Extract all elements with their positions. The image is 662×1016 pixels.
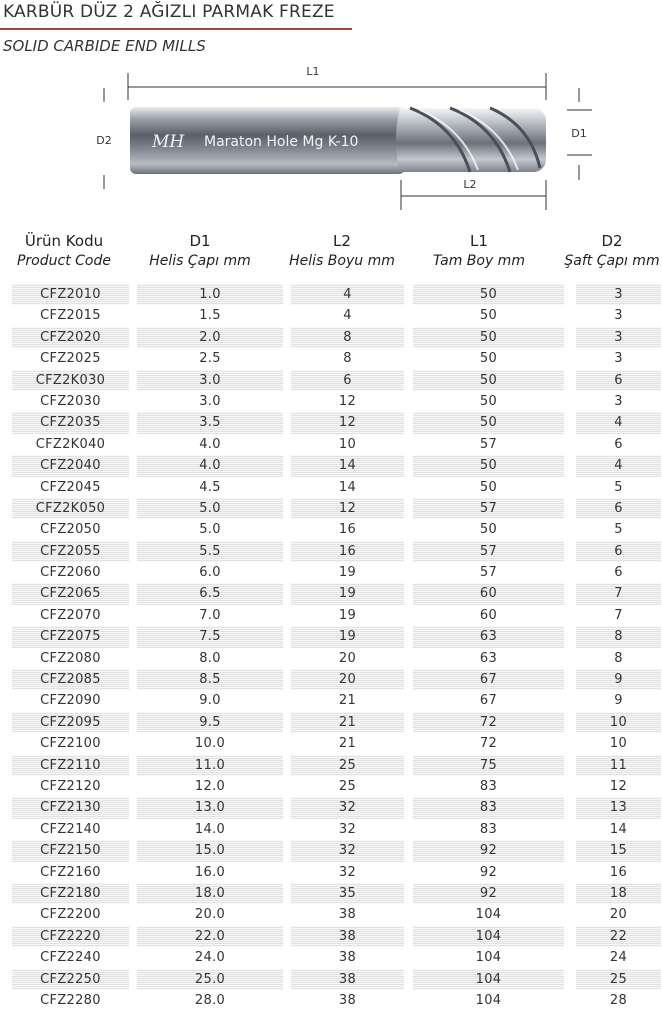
product-table bbox=[0, 284, 662, 1011]
cell-d1: 25.0 bbox=[137, 969, 283, 990]
cell-l1: 75 bbox=[413, 755, 564, 776]
cell-d2: 16 bbox=[609, 864, 628, 880]
cell-l1: 63 bbox=[479, 650, 498, 666]
cell-l2: 20 bbox=[338, 650, 357, 666]
cell-d2: 22 bbox=[576, 926, 661, 947]
table-row bbox=[0, 434, 662, 455]
cell-d1: 24.0 bbox=[194, 950, 226, 966]
cell-l1: 92 bbox=[479, 864, 498, 880]
cell-d2: 11 bbox=[576, 755, 661, 776]
cell-l1: 50 bbox=[413, 284, 564, 305]
cell-d1: 1.5 bbox=[199, 308, 221, 324]
table-row bbox=[0, 712, 662, 733]
cell-l2: 25 bbox=[338, 778, 357, 794]
table-row bbox=[0, 755, 662, 776]
cell-l2: 12 bbox=[338, 393, 357, 409]
cell-d1: 3.5 bbox=[137, 412, 283, 433]
cell-l2: 19 bbox=[291, 626, 404, 647]
cell-d2: 6 bbox=[576, 498, 661, 519]
table-row bbox=[0, 926, 662, 947]
cell-d1: 7.0 bbox=[199, 607, 221, 623]
cell-d2: 7 bbox=[614, 607, 623, 623]
d1-label: D1 bbox=[571, 127, 587, 140]
table-header bbox=[0, 232, 662, 276]
table-row bbox=[0, 541, 662, 562]
cell-l2: 32 bbox=[291, 840, 404, 861]
cell-d1: 5.0 bbox=[199, 522, 221, 538]
header-title: L1 bbox=[470, 232, 488, 250]
cell-product-code: CFZ2150 bbox=[12, 840, 129, 861]
table-row bbox=[0, 990, 662, 1011]
cell-l2: 25 bbox=[291, 755, 404, 776]
cell-product-code: CFZ2080 bbox=[40, 650, 101, 666]
table-row bbox=[0, 498, 662, 519]
cell-d2: 3 bbox=[614, 308, 623, 324]
cell-d1: 10.0 bbox=[194, 736, 226, 752]
header-d1 bbox=[132, 232, 268, 269]
cell-l1: 104 bbox=[475, 992, 502, 1008]
cell-d2: 18 bbox=[576, 883, 661, 904]
cell-l2: 32 bbox=[338, 864, 357, 880]
cell-d2: 13 bbox=[576, 797, 661, 818]
title-divider bbox=[0, 28, 352, 30]
cell-d2: 28 bbox=[609, 992, 628, 1008]
cell-d2: 24 bbox=[609, 950, 628, 966]
cell-l2: 38 bbox=[291, 969, 404, 990]
table-row bbox=[0, 883, 662, 904]
cell-product-code: CFZ2250 bbox=[12, 969, 129, 990]
cell-product-code: CFZ2K030 bbox=[12, 370, 129, 391]
cell-l2: 21 bbox=[338, 693, 357, 709]
table-row bbox=[0, 797, 662, 818]
cell-l2: 20 bbox=[291, 669, 404, 690]
cell-product-code: CFZ2015 bbox=[40, 308, 101, 324]
cell-l1: 50 bbox=[479, 308, 498, 324]
cell-d1: 20.0 bbox=[194, 907, 226, 923]
header-subtitle: Helis Boyu mm bbox=[289, 253, 395, 269]
cell-d1: 22.0 bbox=[137, 926, 283, 947]
table-row bbox=[0, 519, 662, 540]
cell-d1: 4.0 bbox=[199, 436, 221, 452]
cell-d2: 4 bbox=[576, 412, 661, 433]
cell-l1: 67 bbox=[413, 669, 564, 690]
cell-l1: 50 bbox=[479, 393, 498, 409]
header-subtitle: Şaft Çapı mm bbox=[564, 253, 660, 269]
cell-d2: 9 bbox=[576, 669, 661, 690]
cell-l1: 104 bbox=[413, 969, 564, 990]
cell-l1: 104 bbox=[475, 950, 502, 966]
cell-d2: 9 bbox=[614, 693, 623, 709]
header-d2 bbox=[562, 232, 662, 269]
cell-l2: 19 bbox=[338, 607, 357, 623]
cell-l2: 4 bbox=[291, 284, 404, 305]
cell-d1: 9.0 bbox=[199, 693, 221, 709]
table-row bbox=[0, 605, 662, 626]
cell-d1: 2.0 bbox=[137, 327, 283, 348]
cell-d2: 4 bbox=[576, 455, 661, 476]
cell-product-code: CFZ2020 bbox=[12, 327, 129, 348]
cell-d1: 6.5 bbox=[137, 583, 283, 604]
cell-l1: 57 bbox=[479, 436, 498, 452]
cell-l2: 21 bbox=[291, 712, 404, 733]
cell-d1: 3.0 bbox=[137, 370, 283, 391]
table-row bbox=[0, 776, 662, 797]
cell-l1: 92 bbox=[413, 883, 564, 904]
cell-d2: 6 bbox=[614, 436, 623, 452]
end-mill-diagram bbox=[0, 60, 662, 220]
cell-l2: 10 bbox=[338, 436, 357, 452]
cell-l2: 38 bbox=[338, 992, 357, 1008]
cell-d2: 6 bbox=[576, 541, 661, 562]
table-row bbox=[0, 583, 662, 604]
cell-d1: 4.0 bbox=[137, 455, 283, 476]
cell-d1: 12.0 bbox=[194, 778, 226, 794]
table-row bbox=[0, 412, 662, 433]
cell-l1: 83 bbox=[479, 821, 498, 837]
cell-l2: 32 bbox=[291, 797, 404, 818]
cell-d2: 25 bbox=[576, 969, 661, 990]
cell-d2: 12 bbox=[609, 778, 628, 794]
cell-d2: 3 bbox=[614, 351, 623, 367]
cell-d2: 15 bbox=[576, 840, 661, 861]
cell-product-code: CFZ2090 bbox=[40, 693, 101, 709]
cell-product-code: CFZ2075 bbox=[12, 626, 129, 647]
cell-d1: 6.0 bbox=[199, 565, 221, 581]
cell-l2: 14 bbox=[291, 455, 404, 476]
d2-label: D2 bbox=[96, 134, 112, 147]
cell-d1: 13.0 bbox=[137, 797, 283, 818]
cell-product-code: CFZ2K040 bbox=[35, 436, 106, 452]
cell-product-code: CFZ2025 bbox=[40, 351, 101, 367]
cell-d2: 5 bbox=[614, 522, 623, 538]
cell-l1: 92 bbox=[413, 840, 564, 861]
cell-product-code: CFZ2100 bbox=[40, 736, 101, 752]
cell-l2: 4 bbox=[343, 308, 352, 324]
header-l2 bbox=[282, 232, 402, 269]
cell-d1: 7.5 bbox=[137, 626, 283, 647]
cell-product-code: CFZ2120 bbox=[40, 778, 101, 794]
cell-l1: 104 bbox=[413, 926, 564, 947]
cell-d1: 15.0 bbox=[137, 840, 283, 861]
cell-d1: 11.0 bbox=[137, 755, 283, 776]
table-row bbox=[0, 626, 662, 647]
cell-l2: 12 bbox=[291, 498, 404, 519]
cell-product-code: CFZ2130 bbox=[12, 797, 129, 818]
cell-d1: 14.0 bbox=[194, 821, 226, 837]
table-row bbox=[0, 669, 662, 690]
cell-l2: 14 bbox=[338, 479, 357, 495]
cell-l1: 50 bbox=[479, 479, 498, 495]
cell-l2: 6 bbox=[291, 370, 404, 391]
cell-l1: 67 bbox=[479, 693, 498, 709]
header-title: L2 bbox=[333, 232, 351, 250]
cell-l1: 72 bbox=[413, 712, 564, 733]
l2-label: L2 bbox=[463, 178, 477, 191]
cell-l1: 83 bbox=[479, 778, 498, 794]
table-row bbox=[0, 862, 662, 883]
cell-product-code: CFZ2045 bbox=[40, 479, 101, 495]
header-subtitle: Product Code bbox=[16, 253, 111, 269]
cell-product-code: CFZ2055 bbox=[12, 541, 129, 562]
table-row bbox=[0, 477, 662, 498]
cell-d2: 6 bbox=[576, 370, 661, 391]
cell-l2: 8 bbox=[291, 327, 404, 348]
cell-product-code: CFZ2035 bbox=[12, 412, 129, 433]
cell-l2: 38 bbox=[338, 907, 357, 923]
cell-product-code: CFZ2095 bbox=[12, 712, 129, 733]
cell-product-code: CFZ2065 bbox=[12, 583, 129, 604]
cell-d2: 5 bbox=[614, 479, 623, 495]
cell-l1: 60 bbox=[413, 583, 564, 604]
header-l1 bbox=[418, 232, 540, 269]
cell-d2: 3 bbox=[576, 327, 661, 348]
cell-l2: 21 bbox=[338, 736, 357, 752]
table-row bbox=[0, 690, 662, 711]
cell-product-code: CFZ2160 bbox=[40, 864, 101, 880]
cell-d1: 5.0 bbox=[137, 498, 283, 519]
header-title: D1 bbox=[189, 232, 211, 250]
cell-l2: 19 bbox=[291, 583, 404, 604]
cell-l1: 50 bbox=[413, 412, 564, 433]
table-row bbox=[0, 648, 662, 669]
header-title: D2 bbox=[601, 232, 623, 250]
table-row bbox=[0, 947, 662, 968]
table-row bbox=[0, 904, 662, 925]
table-row bbox=[0, 819, 662, 840]
cell-d2: 7 bbox=[576, 583, 661, 604]
cell-product-code: CFZ2060 bbox=[40, 565, 101, 581]
cell-l2: 32 bbox=[338, 821, 357, 837]
cell-d1: 28.0 bbox=[194, 992, 226, 1008]
cell-product-code: CFZ2K050 bbox=[12, 498, 129, 519]
cell-l1: 50 bbox=[413, 455, 564, 476]
table-row bbox=[0, 840, 662, 861]
cell-d2: 10 bbox=[609, 736, 628, 752]
table-row bbox=[0, 455, 662, 476]
table-row bbox=[0, 370, 662, 391]
cell-product-code: CFZ2140 bbox=[40, 821, 101, 837]
table-row bbox=[0, 327, 662, 348]
cell-d2: 10 bbox=[576, 712, 661, 733]
cell-l2: 38 bbox=[291, 926, 404, 947]
header-title: Ürün Kodu bbox=[24, 232, 104, 250]
cell-l1: 60 bbox=[479, 607, 498, 623]
l1-label: L1 bbox=[306, 65, 320, 78]
cell-l2: 12 bbox=[291, 412, 404, 433]
cell-product-code: CFZ2070 bbox=[40, 607, 101, 623]
cell-product-code: CFZ2050 bbox=[40, 522, 101, 538]
tool-logo: MH bbox=[152, 132, 185, 152]
cell-product-code: CFZ2030 bbox=[40, 393, 101, 409]
cell-l1: 50 bbox=[413, 327, 564, 348]
cell-product-code: CFZ2180 bbox=[12, 883, 129, 904]
cell-d1: 1.0 bbox=[137, 284, 283, 305]
cell-l1: 57 bbox=[479, 565, 498, 581]
cell-l1: 63 bbox=[413, 626, 564, 647]
cell-l1: 72 bbox=[479, 736, 498, 752]
cell-d1: 4.5 bbox=[199, 479, 221, 495]
cell-d2: 3 bbox=[576, 284, 661, 305]
cell-product-code: CFZ2280 bbox=[40, 992, 101, 1008]
cell-d1: 3.0 bbox=[199, 393, 221, 409]
cell-l2: 8 bbox=[343, 351, 352, 367]
table-row bbox=[0, 733, 662, 754]
table-row bbox=[0, 284, 662, 305]
cell-l1: 104 bbox=[475, 907, 502, 923]
cell-l2: 19 bbox=[338, 565, 357, 581]
cell-product-code: CFZ2220 bbox=[12, 926, 129, 947]
table-row bbox=[0, 969, 662, 990]
cell-l1: 50 bbox=[413, 370, 564, 391]
cell-d2: 20 bbox=[609, 907, 628, 923]
header-product-code bbox=[0, 232, 128, 269]
page-title: KARBÜR DÜZ 2 AĞIZLI PARMAK FREZE bbox=[3, 2, 335, 22]
cell-product-code: CFZ2010 bbox=[12, 284, 129, 305]
cell-l1: 50 bbox=[479, 351, 498, 367]
cell-product-code: CFZ2110 bbox=[12, 755, 129, 776]
cell-l1: 57 bbox=[413, 541, 564, 562]
table-row bbox=[0, 562, 662, 583]
cell-d2: 6 bbox=[614, 565, 623, 581]
header-subtitle: Helis Çapı mm bbox=[149, 253, 251, 269]
cell-l1: 83 bbox=[413, 797, 564, 818]
cell-l1: 57 bbox=[413, 498, 564, 519]
table-row bbox=[0, 391, 662, 412]
tool-brand-text: Maraton Hole Mg K-10 bbox=[204, 134, 359, 150]
cell-d1: 8.0 bbox=[199, 650, 221, 666]
cell-d1: 9.5 bbox=[137, 712, 283, 733]
cell-d2: 8 bbox=[614, 650, 623, 666]
header-subtitle: Tam Boy mm bbox=[433, 253, 525, 269]
cell-product-code: CFZ2200 bbox=[40, 907, 101, 923]
cell-l2: 16 bbox=[338, 522, 357, 538]
cell-product-code: CFZ2040 bbox=[12, 455, 129, 476]
table-row bbox=[0, 348, 662, 369]
cell-d1: 16.0 bbox=[194, 864, 226, 880]
cell-d1: 8.5 bbox=[137, 669, 283, 690]
cell-l2: 35 bbox=[291, 883, 404, 904]
cell-l2: 38 bbox=[338, 950, 357, 966]
cell-d2: 14 bbox=[609, 821, 628, 837]
cell-l1: 50 bbox=[479, 522, 498, 538]
cell-d1: 2.5 bbox=[199, 351, 221, 367]
cell-l2: 16 bbox=[291, 541, 404, 562]
cell-d2: 3 bbox=[614, 393, 623, 409]
table-row bbox=[0, 305, 662, 326]
page-subtitle: SOLID CARBIDE END MILLS bbox=[3, 37, 206, 55]
cell-d1: 18.0 bbox=[137, 883, 283, 904]
cell-d2: 8 bbox=[576, 626, 661, 647]
cell-product-code: CFZ2240 bbox=[40, 950, 101, 966]
cell-product-code: CFZ2085 bbox=[12, 669, 129, 690]
cell-d1: 5.5 bbox=[137, 541, 283, 562]
